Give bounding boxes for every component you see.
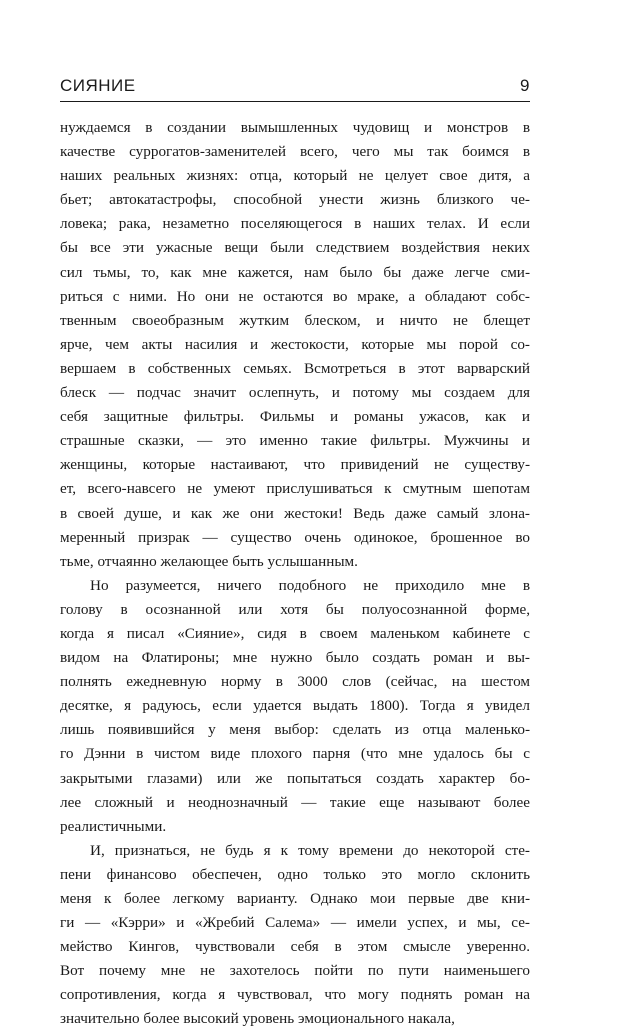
text-line: страшные сказки, — это именно такие фильтры. Мужчины и — [60, 432, 530, 450]
text-line: твенным своеобразным жутким блеском, и ничто не блещет — [60, 311, 530, 329]
paragraph — [60, 574, 530, 839]
text-line: сопротивления, когда я чувствовал, что могу поднять роман на — [60, 986, 530, 1004]
running-title: СИЯНИЕ — [60, 76, 136, 95]
text-line: бы все эти ужасные вещи были следствием воздействия неких — [60, 239, 530, 257]
text-line: голову в осознанной или хотя бы полуосознанной форме, — [60, 600, 530, 618]
text-line: качестве суррогатов-заменителей всего, чего мы так боимся в — [60, 143, 530, 161]
running-header — [60, 72, 530, 102]
text-line: бьет; автокатастрофы, способной унести жизнь близкого че- — [60, 191, 530, 209]
text-line: нуждаемся в создании вымышленных чудовищ и монстров в — [60, 119, 530, 136]
text-line: лишь появившийся у меня выбор: сделать из отца маленько- — [60, 721, 530, 739]
text-line: полнять ежедневную норму в 3000 слов (сейчас, на шестом — [60, 673, 530, 691]
text-line: вершаем в собственных семьях. Всмотреться в этот варварский — [60, 359, 530, 377]
text-line: ловека; рака, незаметно поселяющегося в наших телах. И если — [60, 215, 530, 233]
paragraph — [60, 839, 530, 1032]
text-line: блеск — подчас значит ослепнуть, и потому мы создаем для — [60, 384, 530, 402]
text-line: Но разумеется, ничего подобного не приходило мне в — [90, 576, 530, 594]
text-line: лее сложный и неоднозначный — такие еще называют более — [60, 793, 530, 811]
paragraph — [60, 116, 530, 574]
book-page — [60, 0, 530, 1028]
body-text — [60, 116, 530, 1032]
text-line: женщины, которые настаивают, что привидений не существу- — [60, 456, 530, 474]
text-line: Вот почему мне не захотелось пойти по пути наименьшего — [60, 962, 530, 980]
text-line: видом на Флатироны; мне нужно было создать роман и вы- — [60, 649, 530, 667]
text-line: реалистичными. — [60, 817, 167, 835]
header-rule — [60, 101, 530, 102]
text-line: себя защитные фильтры. Фильмы и романы ужасов, как и — [60, 408, 530, 426]
text-line: десятке, я радуюсь, если удается выдать 1800). Тогда я увидел — [60, 697, 530, 715]
text-line: ет, всего-навсего не умеют прислушиваться к смутным шепотам — [60, 480, 530, 498]
text-line: ярче, чем акты насилия и жестокости, которые мы порой со- — [60, 335, 530, 353]
text-line: когда я писал «Сияние», сидя в своем маленьком кабинете с — [60, 624, 530, 642]
text-line: наших реальных жизнях: отца, который не целует свое дитя, а — [60, 167, 530, 185]
text-line: И, признаться, не будь я к тому времени до некоторой сте- — [90, 841, 530, 859]
text-line: значительно более высокий уровень эмоционального накала, — [60, 1010, 455, 1028]
text-line: меня к более легкому варианту. Однако мои первые две кни- — [60, 890, 530, 907]
text-line: в своей душе, и как же они жестоки! Ведь даже самый злона- — [60, 504, 530, 522]
text-line: тьме, отчаянно желающее быть услышанным. — [60, 552, 358, 570]
text-line: мейство Кингов, чувствовали себя в этом смысле уверенно. — [60, 938, 530, 956]
text-line: меренный призрак — существо очень одинокое, брошенное во — [60, 528, 530, 546]
text-line: закрытыми глазами) или же попытаться создать характер бо- — [60, 769, 530, 787]
text-line: ги — «Кэрри» и «Жребий Салема» — имели успех, и мы, се- — [60, 914, 530, 932]
page-number: 9 — [520, 76, 530, 95]
text-line: сил тьмы, то, как мне кажется, нам было бы даже легче сми- — [60, 263, 530, 281]
text-line: го Дэнни в чистом виде плохого парня (что мне удалось бы с — [60, 745, 530, 763]
text-line: пени финансово обеспечен, одно только это могло склонить — [60, 865, 530, 883]
text-line: риться с ними. Но они не остаются во мраке, а обладают собс- — [60, 287, 530, 305]
